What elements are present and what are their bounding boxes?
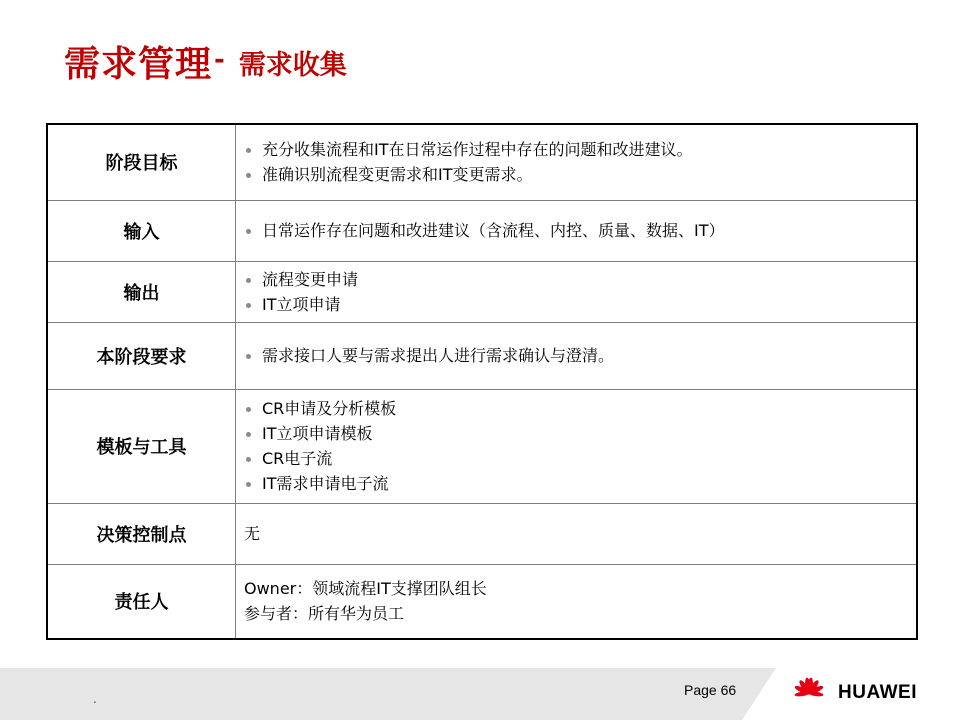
- requirement-collection-table: [46, 123, 918, 640]
- table-row-output: [47, 261, 917, 322]
- table-row-stage-goal: [47, 124, 917, 200]
- row-content-stage-requirements: [236, 322, 918, 389]
- bullet-item: 流程变更申请: [244, 267, 916, 292]
- table-row-input: [47, 200, 917, 261]
- decision-point-value: 无: [244, 524, 261, 543]
- row-label-responsible: 责任人: [47, 564, 236, 639]
- bullet-item: 日常运作存在问题和改进建议（含流程、内控、质量、数据、IT）: [244, 218, 916, 243]
- title-dash: -: [214, 45, 225, 75]
- huawei-flower-logo-icon: [788, 673, 830, 711]
- table-row-responsible: [47, 564, 917, 639]
- row-label-stage-requirements: 本阶段要求: [47, 322, 236, 389]
- bullet-item: 充分收集流程和IT在日常运作过程中存在的问题和改进建议。: [244, 137, 916, 162]
- bullet-item: 需求接口人要与需求提出人进行需求确认与澄清。: [244, 343, 916, 368]
- row-content-stage-goal: [236, 124, 918, 200]
- table-row-decision-point: [47, 503, 917, 564]
- row-content-output: [236, 261, 918, 322]
- bullet-item: CR申请及分析模板: [244, 396, 916, 421]
- row-content-responsible: [236, 564, 918, 639]
- page-number: Page 66: [684, 682, 737, 698]
- bullet-item: IT需求申请电子流: [244, 471, 916, 496]
- row-label-stage-goal: 阶段目标: [47, 124, 236, 200]
- bullet-item: IT立项申请模板: [244, 421, 916, 446]
- slide-title: [64, 36, 347, 87]
- row-content-input: [236, 200, 918, 261]
- bullet-item: CR电子流: [244, 446, 916, 471]
- footer-dot: .: [93, 692, 97, 706]
- row-content-templates-tools: [236, 389, 918, 503]
- title-subtitle: 需求收集: [238, 50, 347, 81]
- title-main: 需求管理: [64, 44, 213, 85]
- bullet-item: IT立项申请: [244, 292, 916, 317]
- row-label-input: 输入: [47, 200, 236, 261]
- responsible-participants: 参与者：所有华为员工: [244, 604, 405, 624]
- table-row-stage-requirements: [47, 322, 917, 389]
- row-label-decision-point: 决策控制点: [47, 503, 236, 564]
- responsible-owner: Owner：领域流程IT支撑团队组长: [244, 579, 487, 599]
- huawei-brand-text: HUAWEI: [838, 682, 917, 703]
- row-content-decision-point: [236, 503, 918, 564]
- table-row-templates-tools: [47, 389, 917, 503]
- row-label-templates-tools: 模板与工具: [47, 389, 236, 503]
- bullet-item: 准确识别流程变更需求和IT变更需求。: [244, 162, 916, 187]
- row-label-output: 输出: [47, 261, 236, 322]
